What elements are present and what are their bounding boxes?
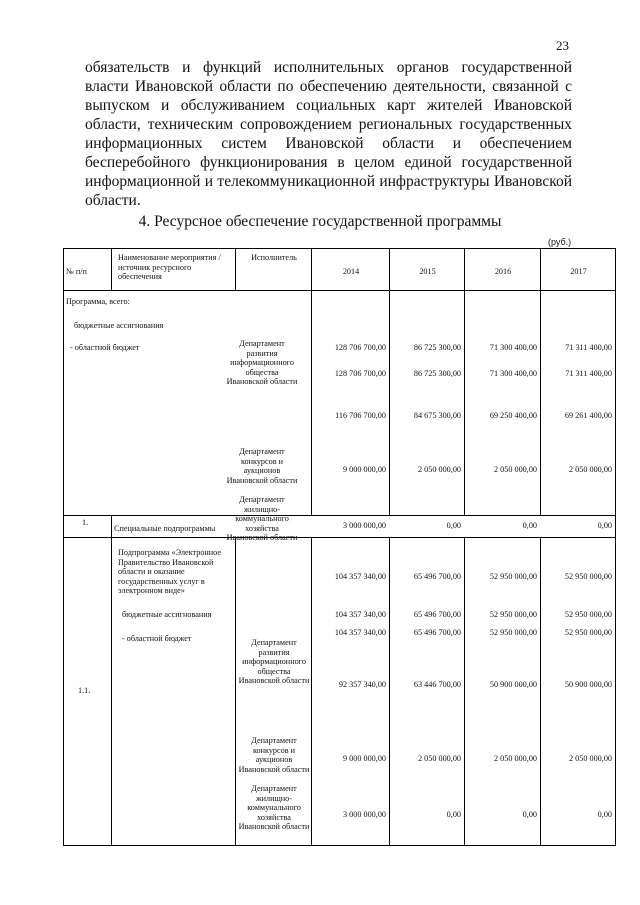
value-cell: 69 250 400,00	[489, 411, 537, 420]
value-cell: 9 000 000,00	[343, 754, 386, 763]
subprogram-executor-2: Департамент конкурсов и аукционов Ивановской области	[238, 736, 310, 774]
page-number: 23	[556, 38, 569, 53]
value-cell: 0,00	[446, 521, 461, 530]
value-cell: 65 496 700,00	[413, 610, 461, 619]
resource-table	[63, 248, 616, 846]
body-paragraph: обязательств и функций исполнительных органов государственной власти Ивановской области по обеспечению деятельности, связанной с выпуском и обслуживанием социальных карт жителей Ивановской области, техническим сопровождением региональных государственных информационных систем Ивановской области и обеспечением бесперебойного функционирования в целом единой государственной информационной и телекоммуникационной инфраструктуры Ивановской области.	[85, 59, 572, 209]
header-name: Наименование мероприятия / источник ресурсного обеспечения	[118, 253, 221, 281]
value-cell: 104 357 340,00	[334, 610, 386, 619]
value-cell: 128 706 700,00	[334, 369, 386, 378]
program-total-block	[64, 291, 616, 516]
value-cell: 52 950 000,00	[489, 610, 537, 619]
special-label: Специальные подпрограммы	[114, 524, 216, 533]
table-header-row	[64, 249, 616, 291]
value-cell: 63 446 700,00	[413, 680, 461, 689]
value-cell: 65 496 700,00	[413, 572, 461, 581]
value-cell: 2 050 000,00	[569, 754, 612, 763]
value-cell: 50 900 000,00	[489, 680, 537, 689]
value-cell: 2 050 000,00	[494, 465, 537, 474]
value-cell: 52 950 000,00	[564, 572, 612, 581]
value-cell: 71 300 400,00	[489, 369, 537, 378]
value-cell: 52 950 000,00	[564, 610, 612, 619]
value-cell: 52 950 000,00	[489, 572, 537, 581]
program-executor-2: Департамент конкурсов и аукционов Ивановской области	[226, 447, 298, 485]
subprogram-budget-label: бюджетные ассигнования	[122, 610, 212, 619]
program-budget-label: бюджетные ассигнования	[74, 321, 164, 330]
value-cell: 128 706 700,00	[334, 343, 386, 352]
value-cell: 104 357 340,00	[334, 628, 386, 637]
header-year: 2017	[570, 267, 587, 276]
program-executor-3: Департамент жилищно-коммунального хозяйства Ивановской области	[226, 495, 298, 542]
value-cell: 116 706 700,00	[335, 411, 386, 420]
subprogram-num: 1.1.	[78, 686, 91, 695]
header-year: 2015	[419, 267, 436, 276]
value-cell: 86 725 300,00	[413, 369, 461, 378]
value-cell: 2 050 000,00	[494, 754, 537, 763]
program-total-label: Программа, всего:	[66, 297, 130, 306]
value-cell: 0,00	[446, 810, 461, 819]
value-cell: 69 261 400,00	[564, 411, 612, 420]
value-cell: 0,00	[597, 521, 612, 530]
value-cell: 0,00	[522, 521, 537, 530]
value-cell: 86 725 300,00	[413, 343, 461, 352]
subprogram-executor-3: Департамент жилищно-коммунального хозяйства Ивановской области	[238, 784, 310, 831]
special-subprograms-row	[64, 516, 616, 538]
subprogram-block	[64, 538, 616, 846]
subprogram-regional-label: - областной бюджет	[122, 634, 192, 643]
value-cell: 84 675 300,00	[413, 411, 461, 420]
value-cell: 52 950 000,00	[564, 628, 612, 637]
header-year: 2016	[494, 267, 512, 276]
value-cell: 0,00	[597, 810, 612, 819]
value-cell: 71 311 400,00	[565, 343, 612, 352]
header-executor: Исполнитель	[251, 253, 297, 262]
section-title: 4. Ресурсное обеспечение государственной программы	[138, 213, 502, 230]
value-cell: 9 000 000,00	[343, 465, 386, 474]
value-cell: 71 311 400,00	[565, 369, 612, 378]
header-year: 2014	[342, 267, 360, 276]
value-cell: 0,00	[522, 810, 537, 819]
special-num: 1.	[82, 518, 89, 527]
value-cell: 2 050 000,00	[418, 465, 461, 474]
value-cell: 71 300 400,00	[489, 343, 537, 352]
value-cell: 52 950 000,00	[489, 628, 537, 637]
program-executor-1: Департамент развития информационного общества Ивановской области	[226, 339, 298, 386]
header-num: № п/п	[66, 267, 87, 276]
subprogram-executor-1: Департамент развития информационного общества Ивановской области	[238, 638, 310, 685]
value-cell: 92 357 340,00	[338, 680, 386, 689]
value-cell: 50 900 000,00	[564, 680, 612, 689]
value-cell: 3 000 000,00	[343, 810, 386, 819]
value-cell: 104 357 340,00	[334, 572, 386, 581]
program-regional-label: - областной бюджет	[70, 343, 140, 352]
unit-label: (руб.)	[548, 237, 572, 247]
value-cell: 2 050 000,00	[418, 754, 461, 763]
subprogram-name: Подпрограмма «Электронное Правительство Ивановской области и оказание государственных услуг в электронном виде»	[118, 548, 222, 595]
value-cell: 2 050 000,00	[569, 465, 612, 474]
value-cell: 3 000 000,00	[343, 521, 386, 530]
value-cell: 65 496 700,00	[413, 628, 461, 637]
